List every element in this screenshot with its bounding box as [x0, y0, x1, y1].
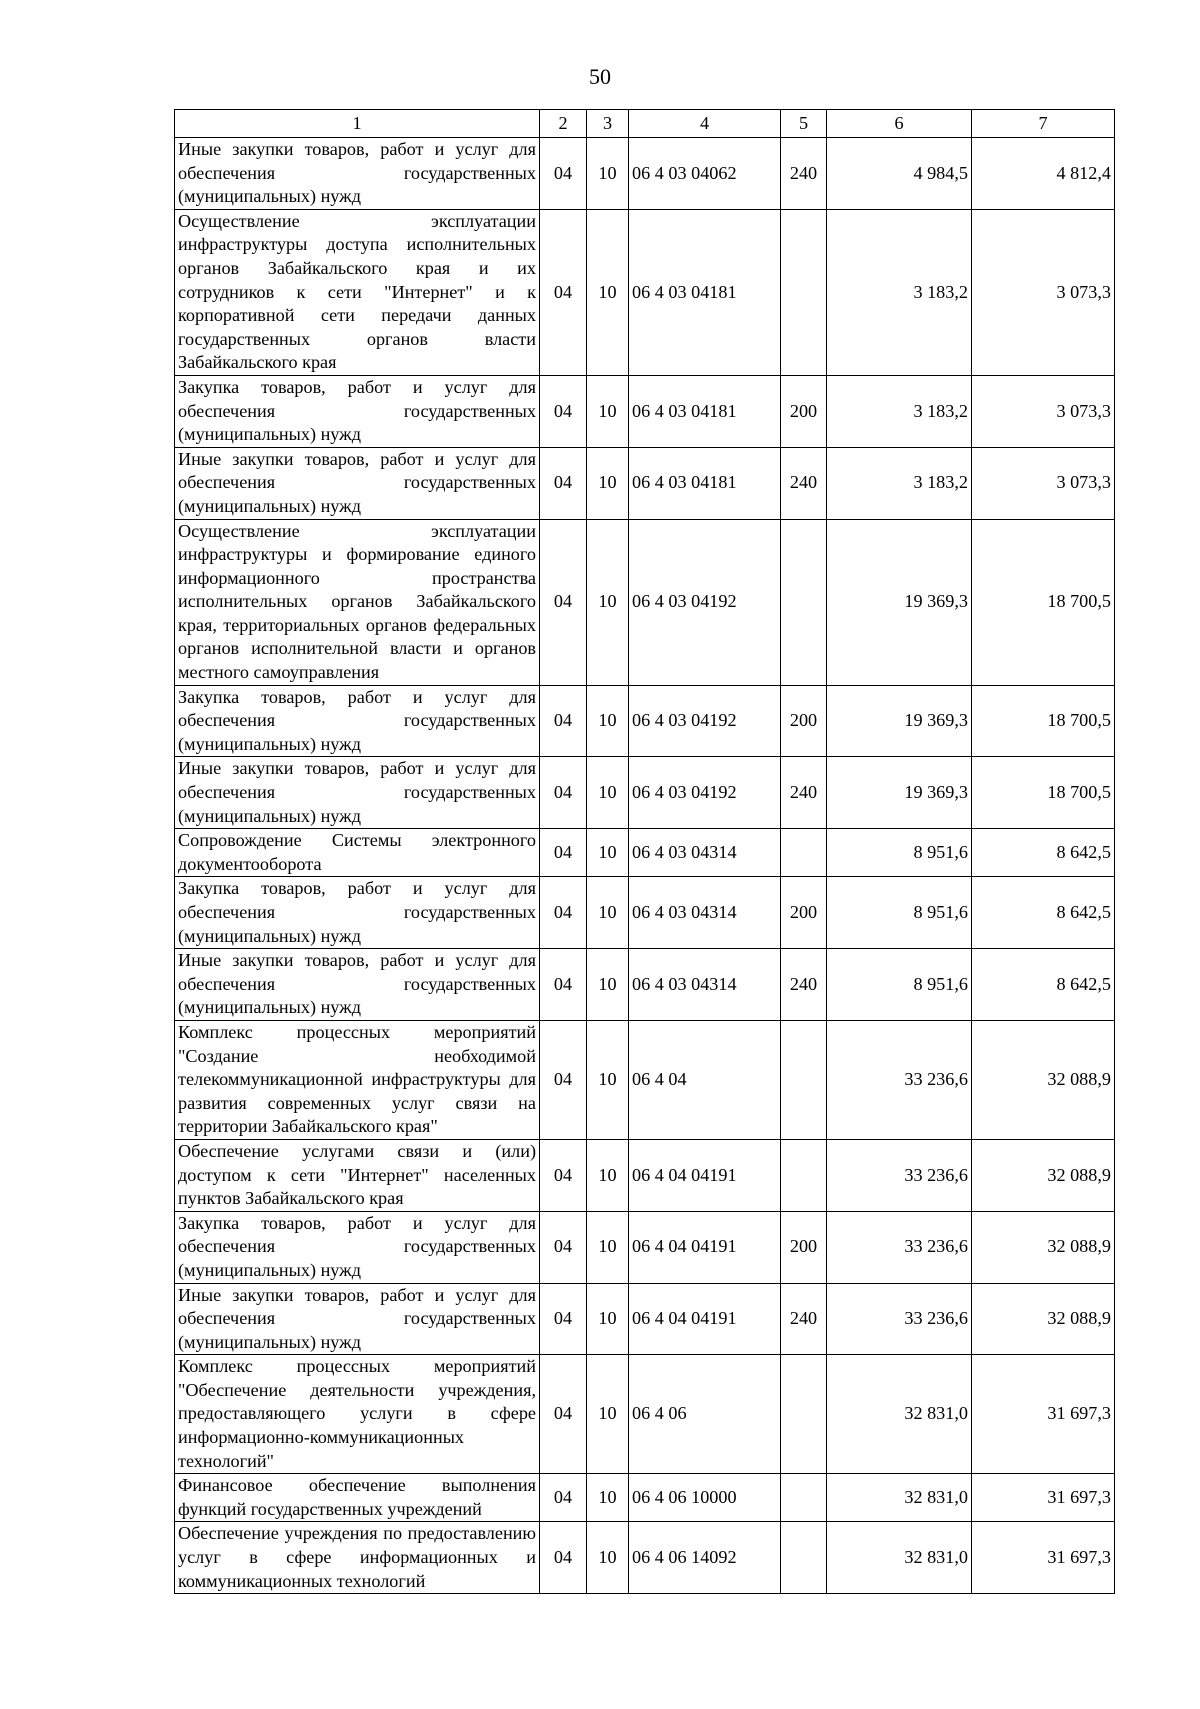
table-row	[175, 209, 1115, 375]
row-expense-type-code: 200	[781, 1211, 827, 1283]
row-section-code: 04	[540, 447, 587, 519]
row-amount-2: 4 812,4	[972, 138, 1115, 210]
row-amount-2: 3 073,3	[972, 447, 1115, 519]
row-section-code: 04	[540, 138, 587, 210]
row-description: Иные закупки товаров, работ и услуг для обеспечения государственных (муниципальных) нужд	[175, 757, 540, 829]
table-row	[175, 138, 1115, 210]
row-subsection-code: 10	[587, 519, 629, 685]
row-expense-type-code: 240	[781, 949, 827, 1021]
table-row	[175, 757, 1115, 829]
table-row	[175, 1211, 1115, 1283]
table-row	[175, 1522, 1115, 1594]
row-subsection-code: 10	[587, 209, 629, 375]
row-section-code: 04	[540, 877, 587, 949]
table-row	[175, 949, 1115, 1021]
row-subsection-code: 10	[587, 1474, 629, 1522]
row-expense-type-code: 200	[781, 375, 827, 447]
row-description: Комплекс процессных мероприятий "Создание необходимой телекоммуникационной инфраструктуры для развития современных услуг связи на территории Забайкальского края"	[175, 1020, 540, 1139]
table-row	[175, 1283, 1115, 1355]
header-cell: 7	[972, 110, 1115, 138]
row-target-article-code: 06 4 04 04191	[629, 1211, 781, 1283]
header-cell: 4	[629, 110, 781, 138]
row-expense-type-code: 200	[781, 685, 827, 757]
table-row	[175, 375, 1115, 447]
row-target-article-code: 06 4 04 04191	[629, 1283, 781, 1355]
row-description: Иные закупки товаров, работ и услуг для обеспечения государственных (муниципальных) нужд	[175, 949, 540, 1021]
row-amount-2: 32 088,9	[972, 1283, 1115, 1355]
header-row	[175, 110, 1115, 138]
row-description: Иные закупки товаров, работ и услуг для обеспечения государственных (муниципальных) нужд	[175, 447, 540, 519]
row-target-article-code: 06 4 03 04192	[629, 757, 781, 829]
row-target-article-code: 06 4 03 04181	[629, 375, 781, 447]
row-amount-2: 32 088,9	[972, 1211, 1115, 1283]
row-subsection-code: 10	[587, 1139, 629, 1211]
row-amount-2: 31 697,3	[972, 1522, 1115, 1594]
row-description: Осуществление эксплуатации инфраструктуры доступа исполнительных органов Забайкальского края и их сотрудников к сети "Интернет" и к корпоративной сети передачи данных государственных органов власти Забайкальского края	[175, 209, 540, 375]
row-section-code: 04	[540, 1211, 587, 1283]
row-section-code: 04	[540, 1474, 587, 1522]
row-amount-1: 3 183,2	[827, 375, 972, 447]
row-subsection-code: 10	[587, 1211, 629, 1283]
row-section-code: 04	[540, 1522, 587, 1594]
row-subsection-code: 10	[587, 375, 629, 447]
row-amount-1: 32 831,0	[827, 1522, 972, 1594]
table-row	[175, 1474, 1115, 1522]
row-expense-type-code	[781, 829, 827, 877]
row-expense-type-code	[781, 1020, 827, 1139]
row-target-article-code: 06 4 06 10000	[629, 1474, 781, 1522]
table-row	[175, 877, 1115, 949]
row-target-article-code: 06 4 06 14092	[629, 1522, 781, 1594]
row-amount-1: 4 984,5	[827, 138, 972, 210]
row-expense-type-code: 240	[781, 757, 827, 829]
row-expense-type-code	[781, 519, 827, 685]
row-amount-1: 32 831,0	[827, 1355, 972, 1474]
row-amount-1: 19 369,3	[827, 685, 972, 757]
row-target-article-code: 06 4 03 04192	[629, 685, 781, 757]
row-section-code: 04	[540, 1283, 587, 1355]
row-target-article-code: 06 4 06	[629, 1355, 781, 1474]
table-row	[175, 829, 1115, 877]
row-amount-2: 32 088,9	[972, 1139, 1115, 1211]
row-amount-1: 33 236,6	[827, 1020, 972, 1139]
row-amount-1: 32 831,0	[827, 1474, 972, 1522]
row-section-code: 04	[540, 1020, 587, 1139]
row-target-article-code: 06 4 03 04314	[629, 949, 781, 1021]
header-cell: 5	[781, 110, 827, 138]
row-amount-2: 18 700,5	[972, 519, 1115, 685]
row-description: Иные закупки товаров, работ и услуг для обеспечения государственных (муниципальных) нужд	[175, 1283, 540, 1355]
row-expense-type-code	[781, 1474, 827, 1522]
row-target-article-code: 06 4 03 04062	[629, 138, 781, 210]
row-amount-2: 8 642,5	[972, 949, 1115, 1021]
row-subsection-code: 10	[587, 877, 629, 949]
row-section-code: 04	[540, 757, 587, 829]
row-section-code: 04	[540, 829, 587, 877]
row-description: Осуществление эксплуатации инфраструктуры и формирование единого информационного пространства исполнительных органов Забайкальского края, территориальных органов федеральных органов исполнительной власти и органов местного самоуправления	[175, 519, 540, 685]
row-subsection-code: 10	[587, 1020, 629, 1139]
row-description: Обеспечение услугами связи и (или) доступом к сети "Интернет" населенных пунктов Забайкальского края	[175, 1139, 540, 1211]
row-amount-2: 31 697,3	[972, 1355, 1115, 1474]
row-expense-type-code	[781, 209, 827, 375]
row-expense-type-code: 240	[781, 138, 827, 210]
table-body	[175, 138, 1115, 1594]
row-expense-type-code	[781, 1355, 827, 1474]
row-expense-type-code: 240	[781, 1283, 827, 1355]
row-target-article-code: 06 4 04	[629, 1020, 781, 1139]
row-section-code: 04	[540, 375, 587, 447]
header-cell: 2	[540, 110, 587, 138]
header-cell: 1	[175, 110, 540, 138]
page-number: 50	[589, 64, 611, 89]
row-description: Финансовое обеспечение выполнения функций государственных учреждений	[175, 1474, 540, 1522]
row-amount-2: 32 088,9	[972, 1020, 1115, 1139]
row-subsection-code: 10	[587, 1283, 629, 1355]
row-description: Закупка товаров, работ и услуг для обеспечения государственных (муниципальных) нужд	[175, 877, 540, 949]
row-subsection-code: 10	[587, 685, 629, 757]
row-amount-1: 8 951,6	[827, 877, 972, 949]
row-amount-2: 18 700,5	[972, 685, 1115, 757]
row-subsection-code: 10	[587, 1355, 629, 1474]
row-description: Комплекс процессных мероприятий "Обеспечение деятельности учреждения, предоставляющего услуги в сфере информационно-коммуникационных технологий"	[175, 1355, 540, 1474]
row-amount-1: 33 236,6	[827, 1139, 972, 1211]
table-row	[175, 447, 1115, 519]
header-cell: 3	[587, 110, 629, 138]
row-section-code: 04	[540, 685, 587, 757]
row-amount-1: 3 183,2	[827, 447, 972, 519]
row-description: Сопровождение Системы электронного документооборота	[175, 829, 540, 877]
row-amount-1: 3 183,2	[827, 209, 972, 375]
row-section-code: 04	[540, 949, 587, 1021]
row-expense-type-code: 200	[781, 877, 827, 949]
row-amount-2: 8 642,5	[972, 829, 1115, 877]
row-target-article-code: 06 4 03 04314	[629, 829, 781, 877]
row-subsection-code: 10	[587, 829, 629, 877]
header-cell: 6	[827, 110, 972, 138]
row-expense-type-code	[781, 1139, 827, 1211]
row-amount-1: 33 236,6	[827, 1211, 972, 1283]
row-amount-2: 3 073,3	[972, 375, 1115, 447]
row-amount-1: 19 369,3	[827, 519, 972, 685]
row-expense-type-code: 240	[781, 447, 827, 519]
row-amount-2: 18 700,5	[972, 757, 1115, 829]
row-target-article-code: 06 4 03 04314	[629, 877, 781, 949]
row-amount-2: 3 073,3	[972, 209, 1115, 375]
table-row	[175, 1020, 1115, 1139]
row-amount-1: 8 951,6	[827, 949, 972, 1021]
row-section-code: 04	[540, 1355, 587, 1474]
row-amount-1: 19 369,3	[827, 757, 972, 829]
row-expense-type-code	[781, 1522, 827, 1594]
row-description: Закупка товаров, работ и услуг для обеспечения государственных (муниципальных) нужд	[175, 685, 540, 757]
row-target-article-code: 06 4 03 04181	[629, 209, 781, 375]
table-row	[175, 1139, 1115, 1211]
budget-table	[174, 109, 1115, 1594]
row-amount-2: 8 642,5	[972, 877, 1115, 949]
row-target-article-code: 06 4 03 04192	[629, 519, 781, 685]
row-subsection-code: 10	[587, 757, 629, 829]
row-section-code: 04	[540, 519, 587, 685]
row-target-article-code: 06 4 03 04181	[629, 447, 781, 519]
row-amount-1: 33 236,6	[827, 1283, 972, 1355]
row-subsection-code: 10	[587, 1522, 629, 1594]
table-row	[175, 519, 1115, 685]
table-row	[175, 685, 1115, 757]
row-amount-2: 31 697,3	[972, 1474, 1115, 1522]
table-row	[175, 1355, 1115, 1474]
row-description: Закупка товаров, работ и услуг для обеспечения государственных (муниципальных) нужд	[175, 375, 540, 447]
row-section-code: 04	[540, 1139, 587, 1211]
row-description: Закупка товаров, работ и услуг для обеспечения государственных (муниципальных) нужд	[175, 1211, 540, 1283]
row-subsection-code: 10	[587, 949, 629, 1021]
row-target-article-code: 06 4 04 04191	[629, 1139, 781, 1211]
row-description: Обеспечение учреждения по предоставлению услуг в сфере информационных и коммуникационных технологий	[175, 1522, 540, 1594]
row-subsection-code: 10	[587, 138, 629, 210]
row-amount-1: 8 951,6	[827, 829, 972, 877]
row-section-code: 04	[540, 209, 587, 375]
row-description: Иные закупки товаров, работ и услуг для обеспечения государственных (муниципальных) нужд	[175, 138, 540, 210]
row-subsection-code: 10	[587, 447, 629, 519]
